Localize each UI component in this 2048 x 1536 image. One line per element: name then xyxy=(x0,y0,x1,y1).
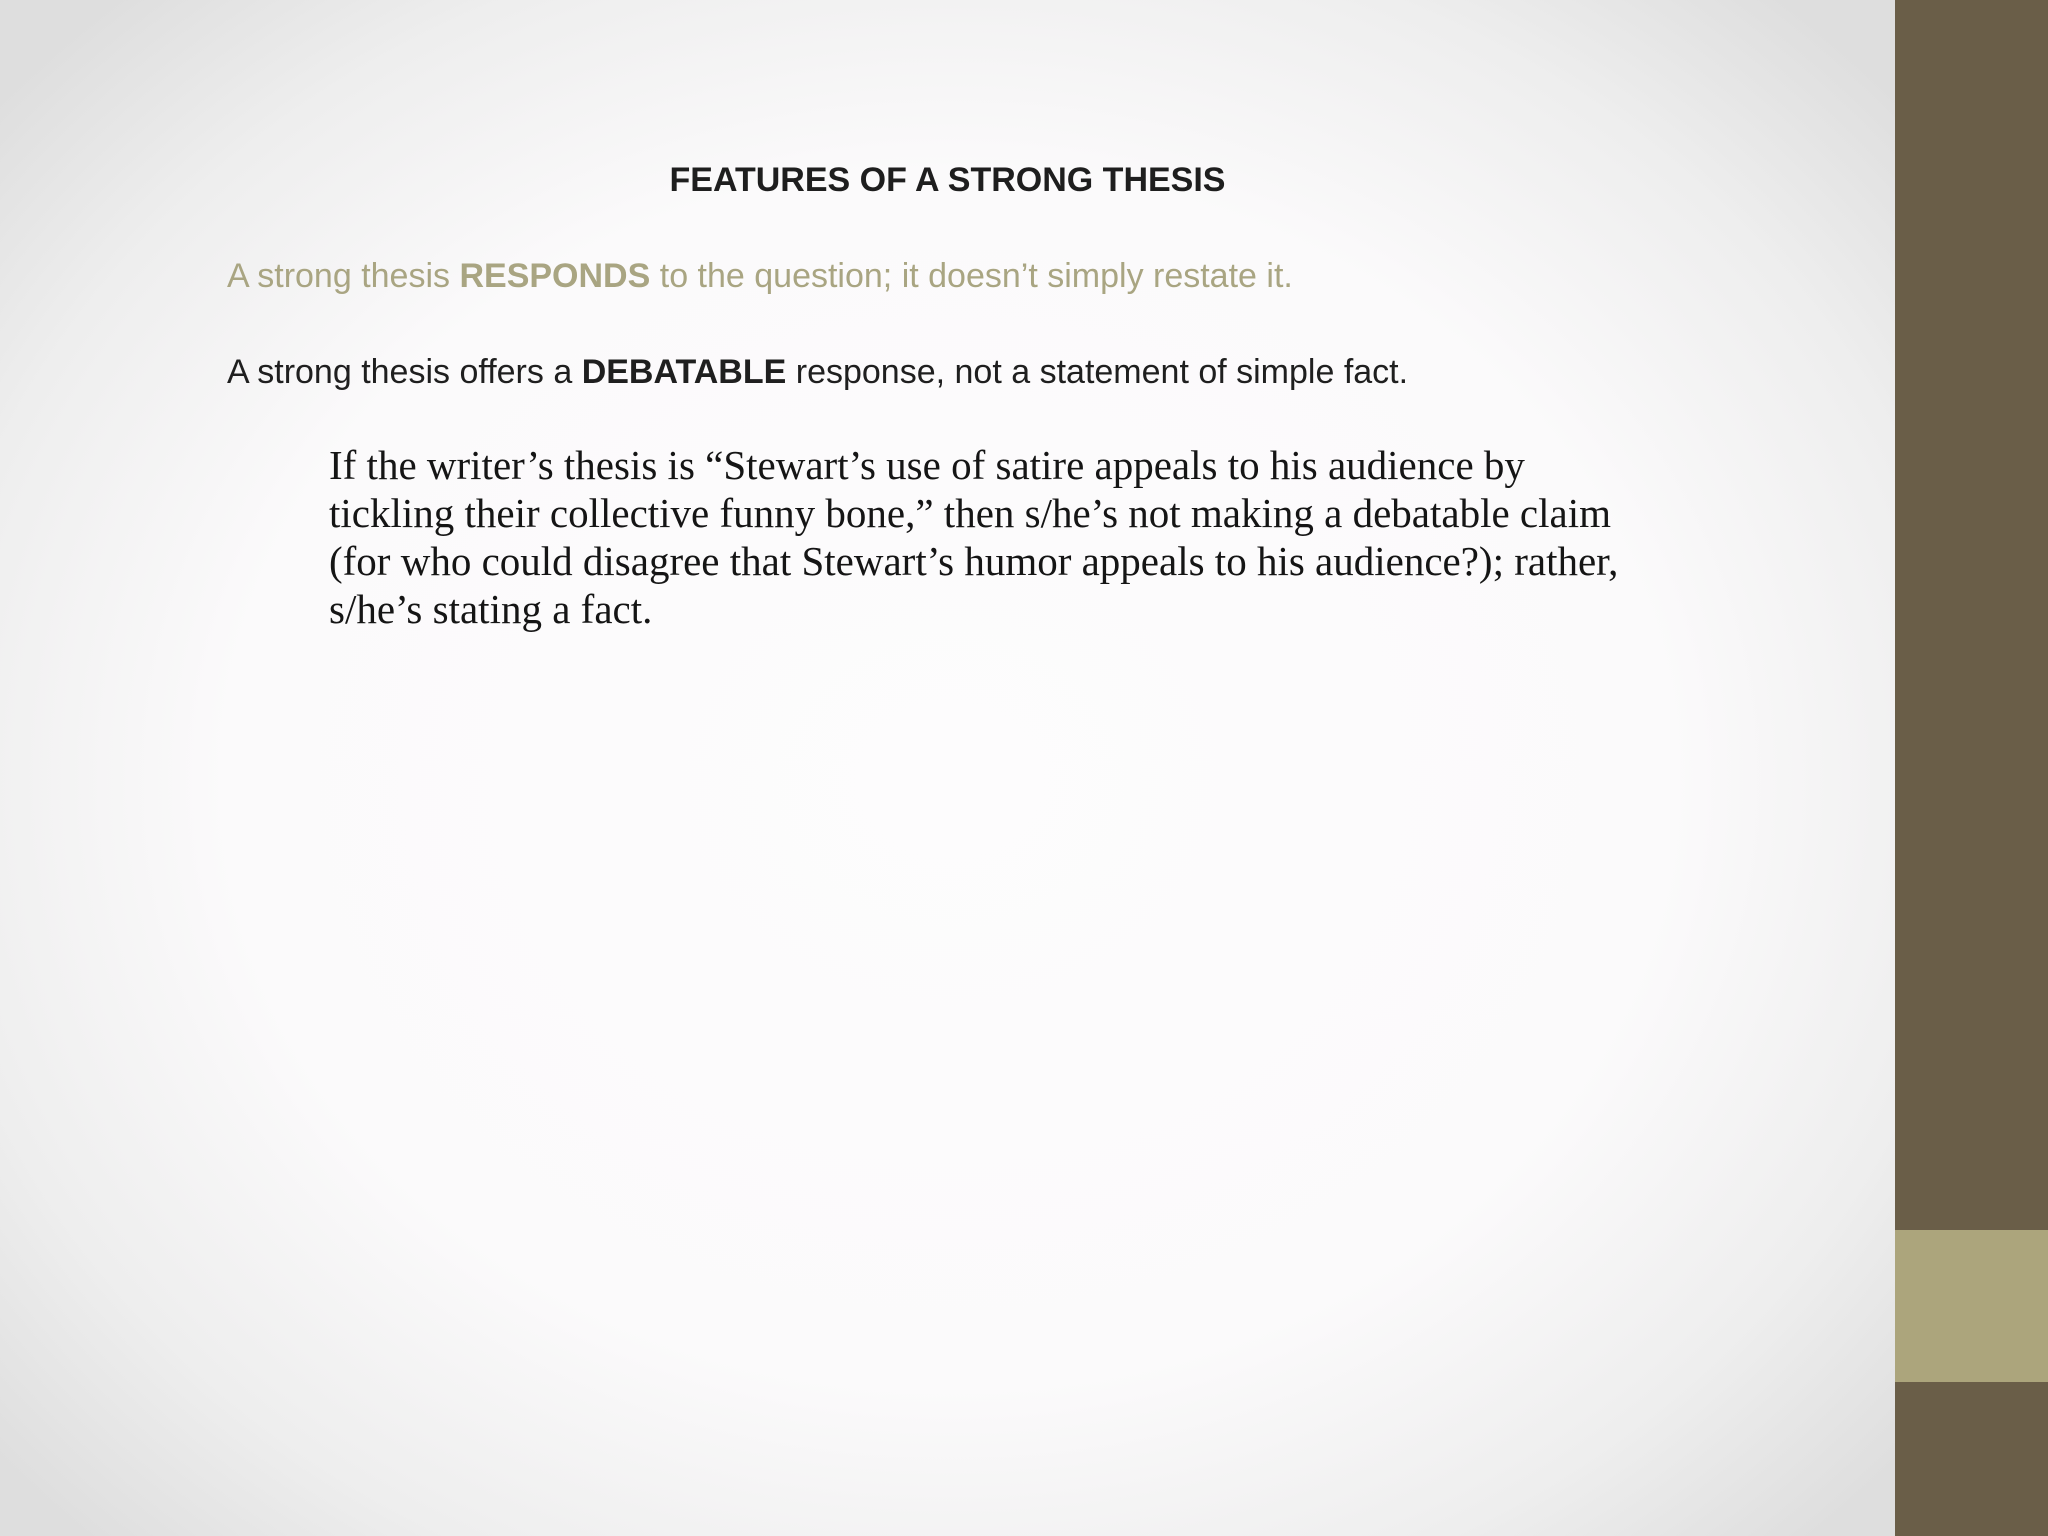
example-paragraph: If the writer’s thesis is “Stewart’s use of satire appeals to his audience by tickling their collective funny bone,” then s/he’s not making a debatable claim (for who could disagree that Stewart’s humor appeals to his audience?); rather, s/he’s stating a fact. xyxy=(329,442,1619,632)
point-text-before: A strong thesis offers a xyxy=(227,353,582,391)
point-emphasis: DEBATABLE xyxy=(581,353,787,391)
point-text-after: to the question; it doesn’t simply restate it. xyxy=(650,257,1293,295)
point-text-before: A strong thesis xyxy=(227,257,460,295)
slide-title: FEATURES OF A STRONG THESIS xyxy=(669,161,1226,199)
thesis-point-responds xyxy=(227,254,1787,298)
sidebar-accent-block xyxy=(1895,1230,2048,1382)
point-text-after: response, not a statement of simple fact. xyxy=(786,353,1409,391)
thesis-point-debatable xyxy=(227,350,1787,394)
point-emphasis: RESPONDS xyxy=(459,257,651,295)
